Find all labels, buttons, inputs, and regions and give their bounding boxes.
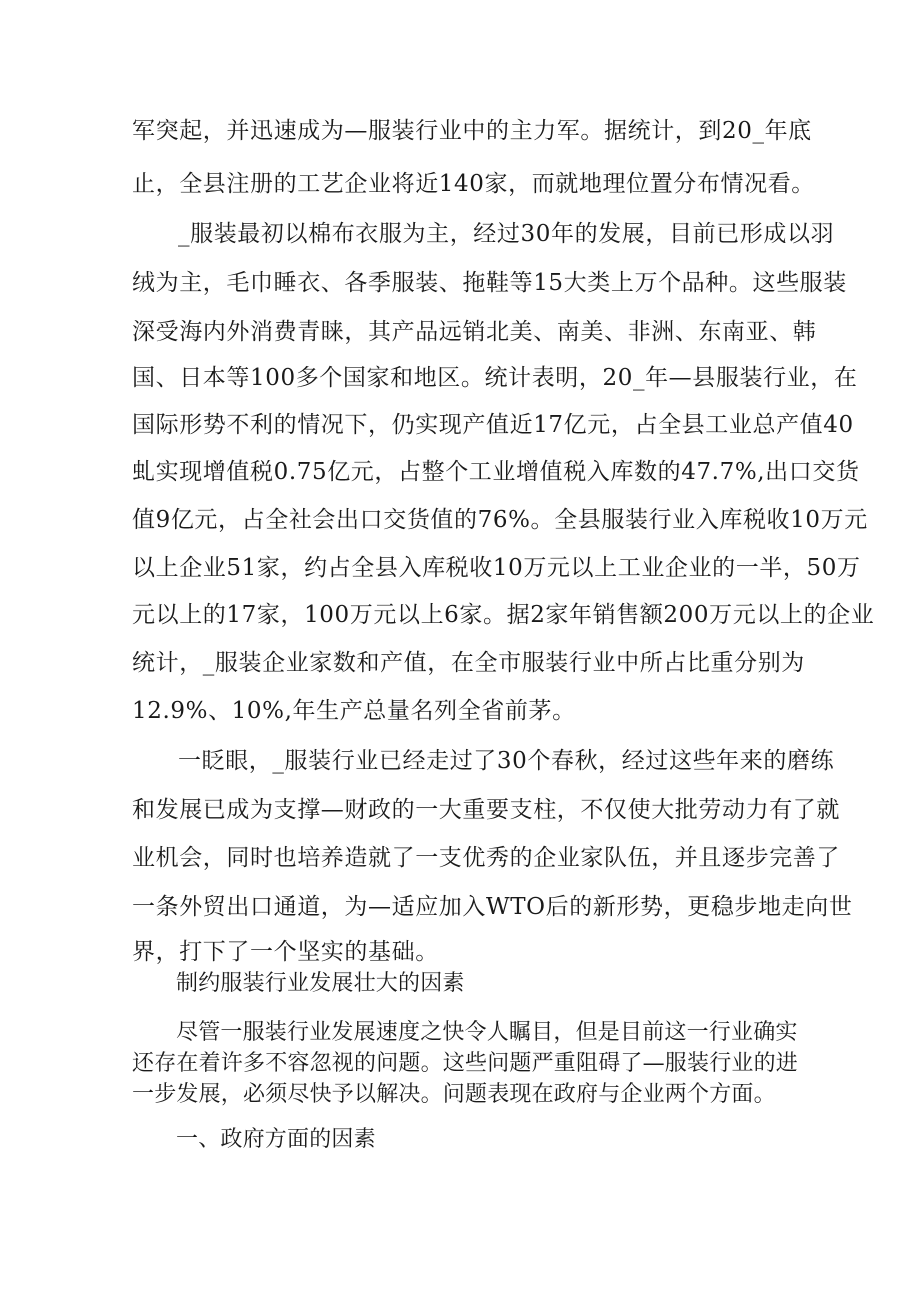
- paragraph-2-line-7: 值9亿元，占全社会出口交货值的76%。全县服装行业入库税收10万元: [132, 507, 868, 533]
- paragraph-3-line-3: 业机会，同时也培养造就了一支优秀的企业家队伍，并且逐步完善了: [132, 845, 840, 871]
- paragraph-2-line-10: 统计，_服装企业家数和产值，在全市服装行业中所占比重分别为: [132, 650, 805, 676]
- section-heading-factors: 制约服装行业发展壮大的因素: [176, 971, 465, 996]
- paragraph-4-line-2: 还存在着许多不容忽视的问题。这些问题严重阻碍了—服装行业的进: [132, 1051, 799, 1076]
- section-heading-government: 一、政府方面的因素: [176, 1127, 376, 1152]
- paragraph-3-line-2: 和发展已成为支撑—财政的一大重要支柱，不仅使大批劳动力有了就: [132, 797, 840, 823]
- paragraph-2-line-5: 国际形势不利的情况下，仍实现产值近17亿元，占全县工业总产值40: [132, 412, 854, 438]
- paragraph-1-line-1: 军突起，并迅速成为—服装行业中的主力军。据统计，到20_年底: [132, 118, 812, 144]
- paragraph-3-line-4: 一条外贸出口通道，为—适应加入WTO后的新形势，更稳步地走向世: [132, 894, 853, 920]
- paragraph-4-line-1: 尽管一服装行业发展速度之快令人瞩目，但是目前这一行业确实: [176, 1020, 798, 1045]
- paragraph-2-line-6: 虬实现增值税0.75亿元，占整个工业增值税入库数的47.7%,出口交货: [132, 459, 860, 485]
- paragraph-3-line-1: 一眨眼，_服装行业已经走过了30个春秋，经过这些年来的磨练: [178, 748, 835, 774]
- paragraph-2-line-3: 深受海内外消费青睐，其产品远销北美、南美、非洲、东南亚、韩: [132, 319, 817, 345]
- paragraph-2-line-4: 国、日本等100多个国家和地区。统计表明，20_年—县服装行业，在: [132, 365, 858, 391]
- paragraph-2-line-11: 12.9%、10%,年生产总量名列全省前茅。: [132, 698, 576, 724]
- paragraph-2-line-1: _服装最初以棉布衣服为主，经过30年的发展，目前已形成以羽: [178, 221, 835, 247]
- paragraph-2-line-2: 绒为主，毛巾睡衣、各季服装、拖鞋等15大类上万个品种。这些服装: [132, 270, 847, 296]
- paragraph-2-line-9: 元以上的17家，100万元以上6家。据2家年销售额200万元以上的企业: [132, 602, 875, 628]
- paragraph-4-line-3: 一步发展，必须尽快予以解决。问题表现在政府与企业两个方面。: [132, 1082, 776, 1107]
- paragraph-3-line-5: 界，打下了一个坚实的基础。: [132, 939, 439, 965]
- paragraph-1-line-2: 止，全县注册的工艺企业将近140家，而就地理位置分布情况看。: [132, 171, 815, 197]
- paragraph-2-line-8: 以上企业51家，约占全县入库税收10万元以上工业企业的一半，50万: [132, 555, 861, 581]
